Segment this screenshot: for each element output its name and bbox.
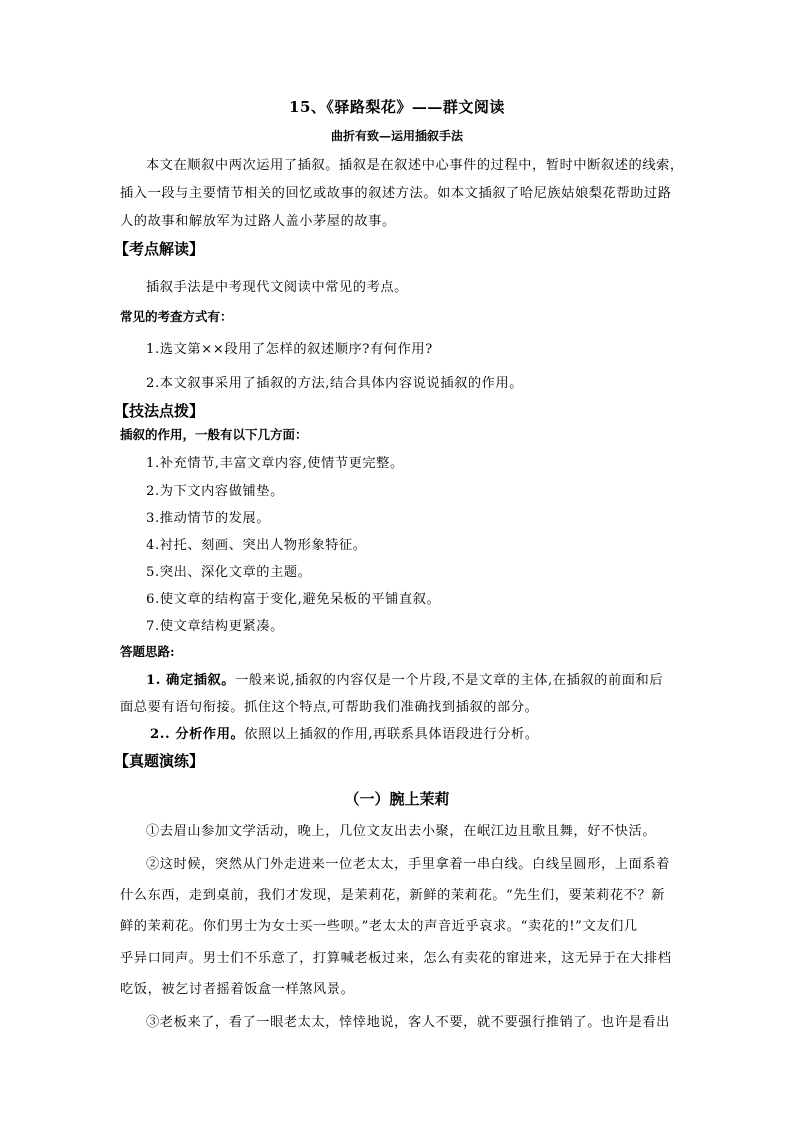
page-title: 15、《驿路梨花》——群文阅读: [289, 98, 505, 116]
kaodian-item-2: 2.本文叙事采用了插叙的方法,结合具体内容说说插叙的作用。: [146, 376, 524, 391]
section-heading-kaodian: 【考点解读】: [114, 240, 205, 258]
kaodian-text: 插叙手法是中考现代文阅读中常见的考点。: [146, 280, 408, 295]
intro-line-1: 本文在顺叙中两次运用了插叙。插叙是在叙述中心事件的过程中，暂时中断叙述的线索，: [146, 158, 684, 173]
intro-line-3: 人的故事和解放军为过路人盖小茅屋的故事。: [120, 214, 396, 229]
step-2-bold: 2.. 分析作用。: [150, 727, 245, 742]
passage-title: （一）腕上茉莉: [344, 790, 450, 808]
section-heading-zhenti: 【真题演练】: [114, 752, 205, 770]
section-heading-jifa: 【技法点拨】: [114, 402, 205, 420]
jifa-item-4: 4.衬托、刻画、突出人物形象特征。: [146, 538, 367, 553]
jifa-label: 插叙的作用，一般有以下几方面：: [120, 427, 308, 442]
answer-approach-label: 答题思路:: [120, 644, 175, 659]
intro-line-2: 插入一段与主要情节相关的回忆或故事的叙述方法。如本文插叙了哈尼族姑娘梨花帮助过路: [120, 186, 672, 201]
jifa-item-2: 2.为下文内容做铺垫。: [146, 484, 284, 499]
kaodian-label: 常见的考查方式有：: [120, 309, 233, 324]
step-2-text: 依照以上插叙的作用,再联系具体语段进行分析。: [244, 727, 539, 742]
kaodian-item-1: 1.选文第××段用了怎样的叙述顺序?有何作用?: [146, 342, 433, 357]
step-1-bold: 1. 确定插叙。: [146, 673, 236, 688]
passage-line-4: 鲜的茉莉花。你们男士为女士买一些呗。”老太太的声音近乎哀求。“卖花的!”文友们几: [120, 919, 638, 934]
passage-line-6: 吃饭，被乞讨者摇着饭盒一样煞风景。: [120, 982, 355, 997]
jifa-item-1: 1.补充情节,丰富文章内容,使情节更完整。: [146, 456, 404, 471]
step-1-line-2: 面总要有语句衔接。抓住这个特点,可帮助我们准确找到插叙的部分。: [120, 700, 539, 715]
passage-line-2: ②这时候，突然从门外走进来一位老太太，手里拿着一串白线。白线呈圆形，上面系着: [146, 857, 670, 872]
page-subtitle: 曲折有致—运用插叙手法: [330, 129, 463, 143]
jifa-item-6: 6.使文章的结构富于变化,避免呆板的平铺直叙。: [146, 592, 441, 607]
passage-line-3: 什么东西，走到桌前，我们才发现，是茉莉花，新鲜的茉莉花。“先生们，要茉莉花不？新: [120, 888, 666, 903]
passage-line-1: ①去眉山参加文学活动，晚上，几位文友出去小聚，在岷江边且歌且舞，好不快活。: [146, 824, 657, 839]
jifa-item-3: 3.推动情节的发展。: [146, 511, 271, 526]
step-1-text: 一般来说,插叙的内容仅是一个片段,不是文章的主体,在插叙的前面和后: [235, 673, 664, 688]
passage-line-7: ③老板来了，看了一眼老太太，悻悻地说，客人不要，就不要强行推销了。也许是看出: [146, 1015, 670, 1030]
jifa-item-7: 7.使文章结构更紧凑。: [146, 619, 284, 634]
step-1-line-1: [146, 669, 663, 688]
jifa-item-5: 5.突出、深化文章的主题。: [146, 565, 312, 580]
step-2-line: [150, 723, 539, 742]
passage-line-5: 乎异口同声。男士们不乐意了，打算喊老板过来，怎么有卖花的窜进来，这无异于在大排档: [120, 951, 672, 966]
